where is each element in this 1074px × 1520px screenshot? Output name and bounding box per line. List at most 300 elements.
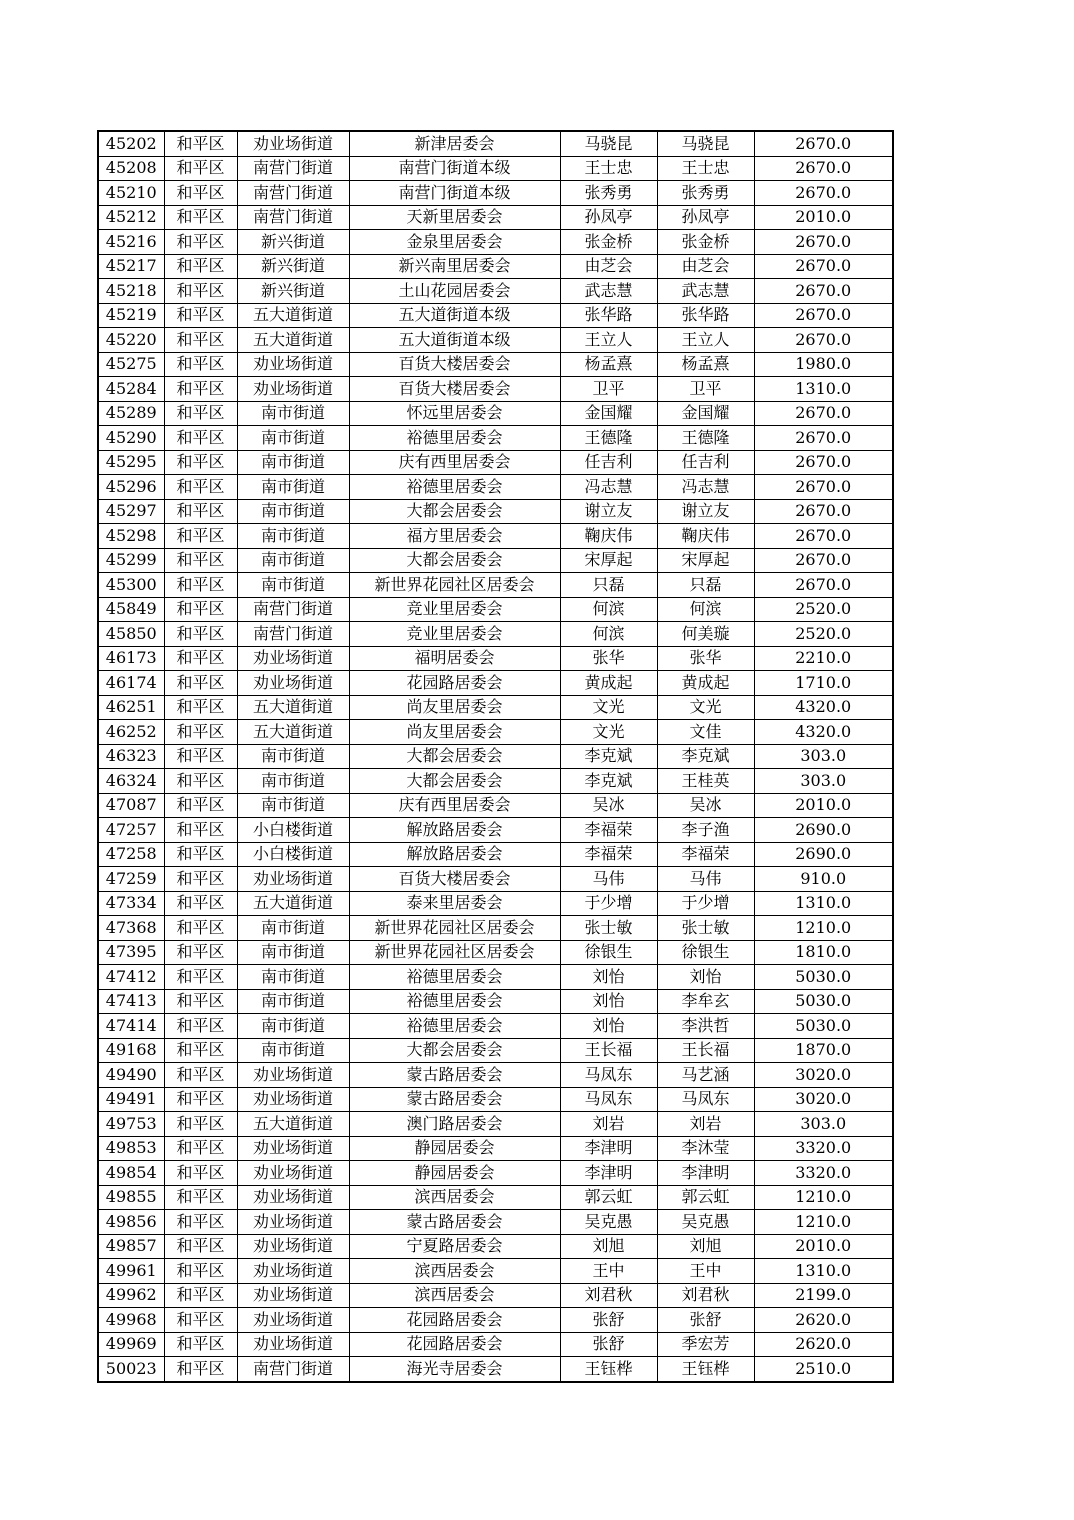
id-cell: 49857 — [98, 1234, 164, 1259]
table-row — [98, 695, 893, 720]
street-cell: 五大道街道 — [237, 695, 349, 720]
applicant-cell: 孙凤亭 — [560, 205, 657, 230]
committee-cell: 蒙古路居委会 — [349, 1087, 560, 1112]
committee-cell: 五大道街道本级 — [349, 303, 560, 328]
member-cell: 杨孟熹 — [657, 352, 754, 377]
table-row — [98, 279, 893, 304]
member-cell: 张华路 — [657, 303, 754, 328]
amount-cell: 1310.0 — [754, 891, 893, 916]
table-row — [98, 1357, 893, 1382]
district-cell: 和平区 — [164, 524, 237, 549]
amount-cell: 2670.0 — [754, 328, 893, 353]
district-cell: 和平区 — [164, 475, 237, 500]
id-cell: 45208 — [98, 156, 164, 181]
committee-cell: 大都会居委会 — [349, 548, 560, 573]
street-cell: 劝业场街道 — [237, 646, 349, 671]
street-cell: 新兴街道 — [237, 279, 349, 304]
table-row — [98, 205, 893, 230]
member-cell: 李福荣 — [657, 842, 754, 867]
amount-cell: 5030.0 — [754, 965, 893, 990]
id-cell: 45210 — [98, 181, 164, 206]
street-cell: 劝业场街道 — [237, 1185, 349, 1210]
committee-cell: 竞业里居委会 — [349, 622, 560, 647]
committee-cell: 庆有西里居委会 — [349, 450, 560, 475]
district-cell: 和平区 — [164, 793, 237, 818]
table-row — [98, 1308, 893, 1333]
amount-cell: 2010.0 — [754, 1234, 893, 1259]
id-cell: 45202 — [98, 131, 164, 156]
id-cell: 46251 — [98, 695, 164, 720]
committee-cell: 土山花园居委会 — [349, 279, 560, 304]
applicant-cell: 冯志慧 — [560, 475, 657, 500]
table-row — [98, 793, 893, 818]
amount-cell: 3320.0 — [754, 1161, 893, 1186]
applicant-cell: 吴冰 — [560, 793, 657, 818]
street-cell: 南营门街道 — [237, 597, 349, 622]
street-cell: 劝业场街道 — [237, 377, 349, 402]
table-row — [98, 1038, 893, 1063]
amount-cell: 2670.0 — [754, 156, 893, 181]
table-row — [98, 646, 893, 671]
amount-cell: 910.0 — [754, 867, 893, 892]
amount-cell: 2670.0 — [754, 524, 893, 549]
member-cell: 郭云虹 — [657, 1185, 754, 1210]
id-cell: 45300 — [98, 573, 164, 598]
id-cell: 45295 — [98, 450, 164, 475]
committee-cell: 庆有西里居委会 — [349, 793, 560, 818]
district-cell: 和平区 — [164, 842, 237, 867]
table-row — [98, 1185, 893, 1210]
amount-cell: 2670.0 — [754, 181, 893, 206]
district-cell: 和平区 — [164, 205, 237, 230]
district-cell: 和平区 — [164, 1259, 237, 1284]
applicant-cell: 张士敏 — [560, 916, 657, 941]
street-cell: 南市街道 — [237, 548, 349, 573]
street-cell: 南市街道 — [237, 769, 349, 794]
member-cell: 黄成起 — [657, 671, 754, 696]
id-cell: 45212 — [98, 205, 164, 230]
district-cell: 和平区 — [164, 1063, 237, 1088]
member-cell: 孙凤亭 — [657, 205, 754, 230]
id-cell: 45275 — [98, 352, 164, 377]
applicant-cell: 卫平 — [560, 377, 657, 402]
district-cell: 和平区 — [164, 1308, 237, 1333]
committee-cell: 花园路居委会 — [349, 1308, 560, 1333]
street-cell: 劝业场街道 — [237, 352, 349, 377]
street-cell: 五大道街道 — [237, 891, 349, 916]
amount-cell: 2670.0 — [754, 499, 893, 524]
amount-cell: 1710.0 — [754, 671, 893, 696]
member-cell: 王钰桦 — [657, 1357, 754, 1382]
street-cell: 劝业场街道 — [237, 1063, 349, 1088]
committee-cell: 滨西居委会 — [349, 1185, 560, 1210]
committee-cell: 裕德里居委会 — [349, 989, 560, 1014]
id-cell: 49168 — [98, 1038, 164, 1063]
member-cell: 王士忠 — [657, 156, 754, 181]
committee-cell: 新世界花园社区居委会 — [349, 940, 560, 965]
amount-cell: 303.0 — [754, 744, 893, 769]
district-cell: 和平区 — [164, 1161, 237, 1186]
district-cell: 和平区 — [164, 965, 237, 990]
table-row — [98, 1161, 893, 1186]
district-cell: 和平区 — [164, 867, 237, 892]
district-cell: 和平区 — [164, 671, 237, 696]
amount-cell: 3020.0 — [754, 1087, 893, 1112]
street-cell: 南营门街道 — [237, 181, 349, 206]
member-cell: 徐银生 — [657, 940, 754, 965]
district-cell: 和平区 — [164, 573, 237, 598]
committee-cell: 宁夏路居委会 — [349, 1234, 560, 1259]
committee-cell: 尚友里居委会 — [349, 720, 560, 745]
table-row — [98, 1332, 893, 1357]
member-cell: 王立人 — [657, 328, 754, 353]
committee-cell: 新津居委会 — [349, 131, 560, 156]
district-cell: 和平区 — [164, 156, 237, 181]
district-cell: 和平区 — [164, 181, 237, 206]
member-cell: 谢立友 — [657, 499, 754, 524]
table-row — [98, 720, 893, 745]
table-row — [98, 965, 893, 990]
table-row — [98, 769, 893, 794]
committee-cell: 滨西居委会 — [349, 1259, 560, 1284]
id-cell: 47334 — [98, 891, 164, 916]
member-cell: 王中 — [657, 1259, 754, 1284]
street-cell: 劝业场街道 — [237, 1332, 349, 1357]
id-cell: 47087 — [98, 793, 164, 818]
committee-cell: 澳门路居委会 — [349, 1112, 560, 1137]
street-cell: 南市街道 — [237, 989, 349, 1014]
id-cell: 45219 — [98, 303, 164, 328]
member-cell: 张金桥 — [657, 230, 754, 255]
amount-cell: 303.0 — [754, 769, 893, 794]
applicant-cell: 黄成起 — [560, 671, 657, 696]
id-cell: 45218 — [98, 279, 164, 304]
street-cell: 新兴街道 — [237, 230, 349, 255]
table-row — [98, 131, 893, 156]
committee-cell: 大都会居委会 — [349, 744, 560, 769]
amount-cell: 3020.0 — [754, 1063, 893, 1088]
table-row — [98, 842, 893, 867]
table-row — [98, 352, 893, 377]
street-cell: 劝业场街道 — [237, 1259, 349, 1284]
street-cell: 南营门街道 — [237, 622, 349, 647]
id-cell: 47395 — [98, 940, 164, 965]
street-cell: 南营门街道 — [237, 156, 349, 181]
district-cell: 和平区 — [164, 769, 237, 794]
street-cell: 南市街道 — [237, 573, 349, 598]
district-cell: 和平区 — [164, 230, 237, 255]
member-cell: 鞠庆伟 — [657, 524, 754, 549]
member-cell: 王桂英 — [657, 769, 754, 794]
street-cell: 南市街道 — [237, 744, 349, 769]
amount-cell: 1210.0 — [754, 1210, 893, 1235]
member-cell: 张舒 — [657, 1308, 754, 1333]
member-cell: 卫平 — [657, 377, 754, 402]
district-cell: 和平区 — [164, 352, 237, 377]
district-cell: 和平区 — [164, 426, 237, 451]
district-cell: 和平区 — [164, 328, 237, 353]
member-cell: 文佳 — [657, 720, 754, 745]
street-cell: 劝业场街道 — [237, 867, 349, 892]
id-cell: 45299 — [98, 548, 164, 573]
district-cell: 和平区 — [164, 1087, 237, 1112]
table-row — [98, 573, 893, 598]
id-cell: 45849 — [98, 597, 164, 622]
amount-cell: 2670.0 — [754, 279, 893, 304]
amount-cell: 4320.0 — [754, 720, 893, 745]
street-cell: 南市街道 — [237, 450, 349, 475]
member-cell: 马骁昆 — [657, 131, 754, 156]
street-cell: 五大道街道 — [237, 1112, 349, 1137]
applicant-cell: 张舒 — [560, 1332, 657, 1357]
member-cell: 王长福 — [657, 1038, 754, 1063]
member-cell: 刘旭 — [657, 1234, 754, 1259]
amount-cell: 2670.0 — [754, 401, 893, 426]
committee-cell: 南营门街道本级 — [349, 181, 560, 206]
district-cell: 和平区 — [164, 695, 237, 720]
table-row — [98, 597, 893, 622]
id-cell: 45297 — [98, 499, 164, 524]
id-cell: 45298 — [98, 524, 164, 549]
amount-cell: 303.0 — [754, 1112, 893, 1137]
street-cell: 南市街道 — [237, 401, 349, 426]
committee-cell: 尚友里居委会 — [349, 695, 560, 720]
applicant-cell: 王中 — [560, 1259, 657, 1284]
table-row — [98, 450, 893, 475]
applicant-cell: 刘岩 — [560, 1112, 657, 1137]
committee-cell: 金泉里居委会 — [349, 230, 560, 255]
table-row — [98, 1234, 893, 1259]
table-row — [98, 524, 893, 549]
applicant-cell: 文光 — [560, 695, 657, 720]
street-cell: 劝业场街道 — [237, 1136, 349, 1161]
street-cell: 南市街道 — [237, 1014, 349, 1039]
table-row — [98, 1112, 893, 1137]
id-cell: 49855 — [98, 1185, 164, 1210]
table-row — [98, 818, 893, 843]
table-row — [98, 1014, 893, 1039]
street-cell: 南营门街道 — [237, 1357, 349, 1382]
amount-cell: 1310.0 — [754, 377, 893, 402]
street-cell: 劝业场街道 — [237, 1234, 349, 1259]
id-cell: 47414 — [98, 1014, 164, 1039]
member-cell: 冯志慧 — [657, 475, 754, 500]
committee-cell: 解放路居委会 — [349, 818, 560, 843]
amount-cell: 2620.0 — [754, 1332, 893, 1357]
table-row — [98, 1283, 893, 1308]
district-cell: 和平区 — [164, 499, 237, 524]
member-cell: 刘君秋 — [657, 1283, 754, 1308]
amount-cell: 2670.0 — [754, 573, 893, 598]
member-cell: 于少增 — [657, 891, 754, 916]
street-cell: 五大道街道 — [237, 720, 349, 745]
applicant-cell: 何滨 — [560, 622, 657, 647]
member-cell: 刘怡 — [657, 965, 754, 990]
applicant-cell: 马凤东 — [560, 1063, 657, 1088]
applicant-cell: 刘怡 — [560, 989, 657, 1014]
table-row — [98, 548, 893, 573]
id-cell: 49854 — [98, 1161, 164, 1186]
table-body — [98, 131, 893, 1382]
id-cell: 50023 — [98, 1357, 164, 1382]
street-cell: 小白楼街道 — [237, 818, 349, 843]
member-cell: 宋厚起 — [657, 548, 754, 573]
applicant-cell: 谢立友 — [560, 499, 657, 524]
applicant-cell: 武志慧 — [560, 279, 657, 304]
table-row — [98, 622, 893, 647]
member-cell: 李子渔 — [657, 818, 754, 843]
applicant-cell: 王德隆 — [560, 426, 657, 451]
member-cell: 李克斌 — [657, 744, 754, 769]
member-cell: 只磊 — [657, 573, 754, 598]
table-row — [98, 499, 893, 524]
member-cell: 马伟 — [657, 867, 754, 892]
id-cell: 47259 — [98, 867, 164, 892]
member-cell: 张秀勇 — [657, 181, 754, 206]
id-cell: 49962 — [98, 1283, 164, 1308]
district-cell: 和平区 — [164, 131, 237, 156]
district-cell: 和平区 — [164, 279, 237, 304]
committee-cell: 百货大楼居委会 — [349, 377, 560, 402]
id-cell: 45296 — [98, 475, 164, 500]
district-cell: 和平区 — [164, 744, 237, 769]
amount-cell: 2010.0 — [754, 793, 893, 818]
table-row — [98, 475, 893, 500]
id-cell: 47412 — [98, 965, 164, 990]
table-row — [98, 426, 893, 451]
table-row — [98, 1259, 893, 1284]
applicant-cell: 李克斌 — [560, 769, 657, 794]
committee-cell: 裕德里居委会 — [349, 475, 560, 500]
member-cell: 李牟玄 — [657, 989, 754, 1014]
id-cell: 45850 — [98, 622, 164, 647]
id-cell: 45216 — [98, 230, 164, 255]
member-cell: 金国耀 — [657, 401, 754, 426]
street-cell: 五大道街道 — [237, 328, 349, 353]
district-cell: 和平区 — [164, 1112, 237, 1137]
district-cell: 和平区 — [164, 818, 237, 843]
committee-cell: 蒙古路居委会 — [349, 1063, 560, 1088]
district-cell: 和平区 — [164, 1332, 237, 1357]
street-cell: 劝业场街道 — [237, 1308, 349, 1333]
committee-cell: 裕德里居委会 — [349, 1014, 560, 1039]
amount-cell: 2510.0 — [754, 1357, 893, 1382]
committee-cell: 裕德里居委会 — [349, 426, 560, 451]
applicant-cell: 何滨 — [560, 597, 657, 622]
id-cell: 47258 — [98, 842, 164, 867]
applicant-cell: 李福荣 — [560, 818, 657, 843]
applicant-cell: 王长福 — [560, 1038, 657, 1063]
member-cell: 刘岩 — [657, 1112, 754, 1137]
committee-cell: 福明居委会 — [349, 646, 560, 671]
member-cell: 何滨 — [657, 597, 754, 622]
district-cell: 和平区 — [164, 401, 237, 426]
street-cell: 劝业场街道 — [237, 1210, 349, 1235]
applicant-cell: 张华路 — [560, 303, 657, 328]
district-cell: 和平区 — [164, 1038, 237, 1063]
amount-cell: 3320.0 — [754, 1136, 893, 1161]
committee-cell: 天新里居委会 — [349, 205, 560, 230]
applicant-cell: 李福荣 — [560, 842, 657, 867]
applicant-cell: 刘怡 — [560, 1014, 657, 1039]
amount-cell: 1310.0 — [754, 1259, 893, 1284]
applicant-cell: 由芝会 — [560, 254, 657, 279]
committee-cell: 大都会居委会 — [349, 1038, 560, 1063]
id-cell: 47368 — [98, 916, 164, 941]
committee-cell: 海光寺居委会 — [349, 1357, 560, 1382]
table-row — [98, 377, 893, 402]
applicant-cell: 刘君秋 — [560, 1283, 657, 1308]
district-cell: 和平区 — [164, 891, 237, 916]
committee-cell: 静园居委会 — [349, 1136, 560, 1161]
table-row — [98, 867, 893, 892]
member-cell: 吴克愚 — [657, 1210, 754, 1235]
applicant-cell: 刘怡 — [560, 965, 657, 990]
amount-cell: 4320.0 — [754, 695, 893, 720]
applicant-cell: 于少增 — [560, 891, 657, 916]
member-cell: 何美璇 — [657, 622, 754, 647]
id-cell: 49968 — [98, 1308, 164, 1333]
street-cell: 劝业场街道 — [237, 1161, 349, 1186]
committee-cell: 福方里居委会 — [349, 524, 560, 549]
committee-cell: 五大道街道本级 — [349, 328, 560, 353]
district-cell: 和平区 — [164, 1234, 237, 1259]
committee-cell: 滨西居委会 — [349, 1283, 560, 1308]
applicant-cell: 张舒 — [560, 1308, 657, 1333]
amount-cell: 2670.0 — [754, 450, 893, 475]
committee-cell: 新世界花园社区居委会 — [349, 573, 560, 598]
applicant-cell: 马伟 — [560, 867, 657, 892]
applicant-cell: 任吉利 — [560, 450, 657, 475]
district-cell: 和平区 — [164, 1185, 237, 1210]
applicant-cell: 李克斌 — [560, 744, 657, 769]
committee-cell: 南营门街道本级 — [349, 156, 560, 181]
member-cell: 王德隆 — [657, 426, 754, 451]
applicant-cell: 王钰桦 — [560, 1357, 657, 1382]
id-cell: 49491 — [98, 1087, 164, 1112]
committee-cell: 泰来里居委会 — [349, 891, 560, 916]
applicant-cell: 徐银生 — [560, 940, 657, 965]
amount-cell: 2620.0 — [754, 1308, 893, 1333]
member-cell: 张华 — [657, 646, 754, 671]
table-row — [98, 989, 893, 1014]
table-row — [98, 1063, 893, 1088]
applicant-cell: 吴克愚 — [560, 1210, 657, 1235]
member-cell: 季宏芳 — [657, 1332, 754, 1357]
street-cell: 劝业场街道 — [237, 1283, 349, 1308]
id-cell: 46252 — [98, 720, 164, 745]
table-row — [98, 1210, 893, 1235]
district-cell: 和平区 — [164, 1136, 237, 1161]
id-cell: 46174 — [98, 671, 164, 696]
id-cell: 45220 — [98, 328, 164, 353]
data-table — [97, 130, 894, 1383]
member-cell: 李津明 — [657, 1161, 754, 1186]
committee-cell: 百货大楼居委会 — [349, 352, 560, 377]
amount-cell: 2210.0 — [754, 646, 893, 671]
street-cell: 南市街道 — [237, 916, 349, 941]
district-cell: 和平区 — [164, 377, 237, 402]
member-cell: 由芝会 — [657, 254, 754, 279]
id-cell: 49856 — [98, 1210, 164, 1235]
table-row — [98, 254, 893, 279]
amount-cell: 1210.0 — [754, 1185, 893, 1210]
district-cell: 和平区 — [164, 622, 237, 647]
street-cell: 南市街道 — [237, 940, 349, 965]
id-cell: 46324 — [98, 769, 164, 794]
amount-cell: 5030.0 — [754, 1014, 893, 1039]
committee-cell: 解放路居委会 — [349, 842, 560, 867]
